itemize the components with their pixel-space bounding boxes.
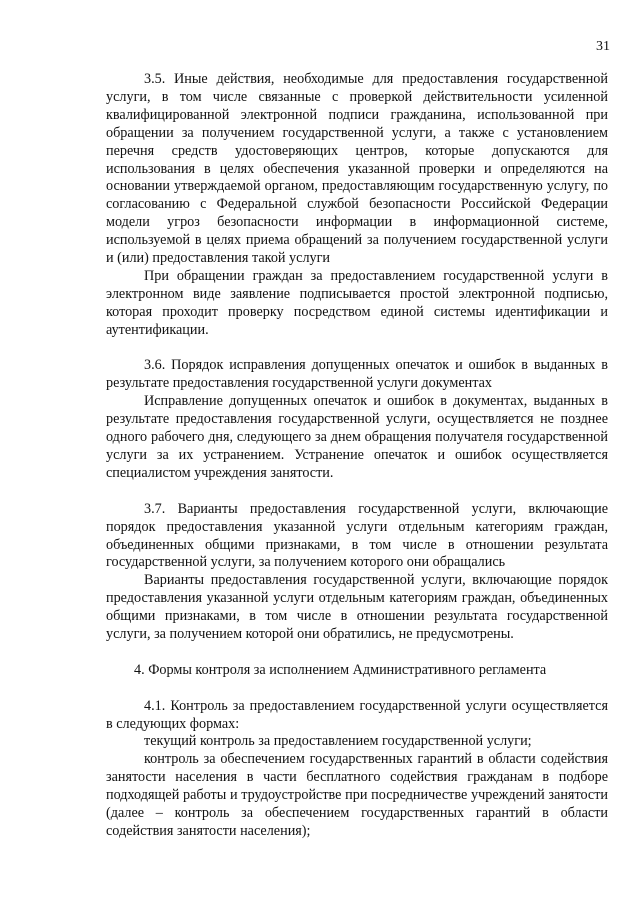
page-number: 31 [596,39,610,54]
document-body [106,71,608,841]
paragraph-3-7-body: Варианты предоставления государственной услуги, включающие порядок предоставления указанной услуги отдельным категориям граждан, объединенных общими признаками, в том числе в отношении результата государственной услуги, за получением которой они обратились, не предусмотрены. [106,572,608,643]
paragraph-3-5-electronic: При обращении граждан за предоставлением государственной услуги в электронном виде заявление подписывается простой электронной подписью, которая проходит проверку посредством единой системы идентификации и аутентификации. [106,267,608,338]
paragraph-3-6: 3.6. Порядок исправления допущенных опечаток и ошибок в выданных в результате предоставления государственной услуги документах [106,357,608,392]
paragraph-3-7: 3.7. Варианты предоставления государственной услуги, включающие порядок предоставления указанной услуги отдельным категориям граждан, объединенных общими признаками, в том числе в отношении результата государственной услуги, за получением которого они обращались [106,500,608,571]
section-heading-4: 4. Формы контроля за исполнением Административного регламента [134,661,547,678]
paragraph-3-5: 3.5. Иные действия, необходимые для предоставления государственной услуги, в том числе связанные с проверкой действительности усиленной квалифицированной электронной подписи гражданина, использованной при обращении за получением государственной услуги, а также с установлением перечня средств удостоверяющих центров, которые допускаются для использования в целях обеспечения указанной проверки и определяются на основании утверждаемой органом, предоставляющим государственную услугу, по согласованию с Федеральной службой безопасности Российской Федерации модели угроз безопасности информации в информационной системе, используемой в целях приема обращений за получением государственной услуги и (или) предоставления такой услуги [106,71,608,267]
list-item-guarantees-control: контроль за обеспечением государственных гарантий в области содействия занятости населения в части бесплатного содействия гражданам в подборе подходящей работы и трудоустройстве при посредничестве учреждений занятости (далее – контроль за обеспечением государственных гарантий в области содействия занятости населения); [106,751,608,839]
paragraph-4-1: 4.1. Контроль за предоставлением государственной услуги осуществляется в следующих формах: [106,697,608,732]
paragraph-3-6-body: Исправление допущенных опечаток и ошибок в документах, выданных в результате предоставления государственной услуги, осуществляется не позднее одного рабочего дня, следующего за днем обращения получателя государственной услуги за их устранением. Устранение опечаток и ошибок осуществляется специалистом учреждения занятости. [106,393,608,481]
list-item-current-control: текущий контроль за предоставлением государственной услуги; [144,733,532,750]
